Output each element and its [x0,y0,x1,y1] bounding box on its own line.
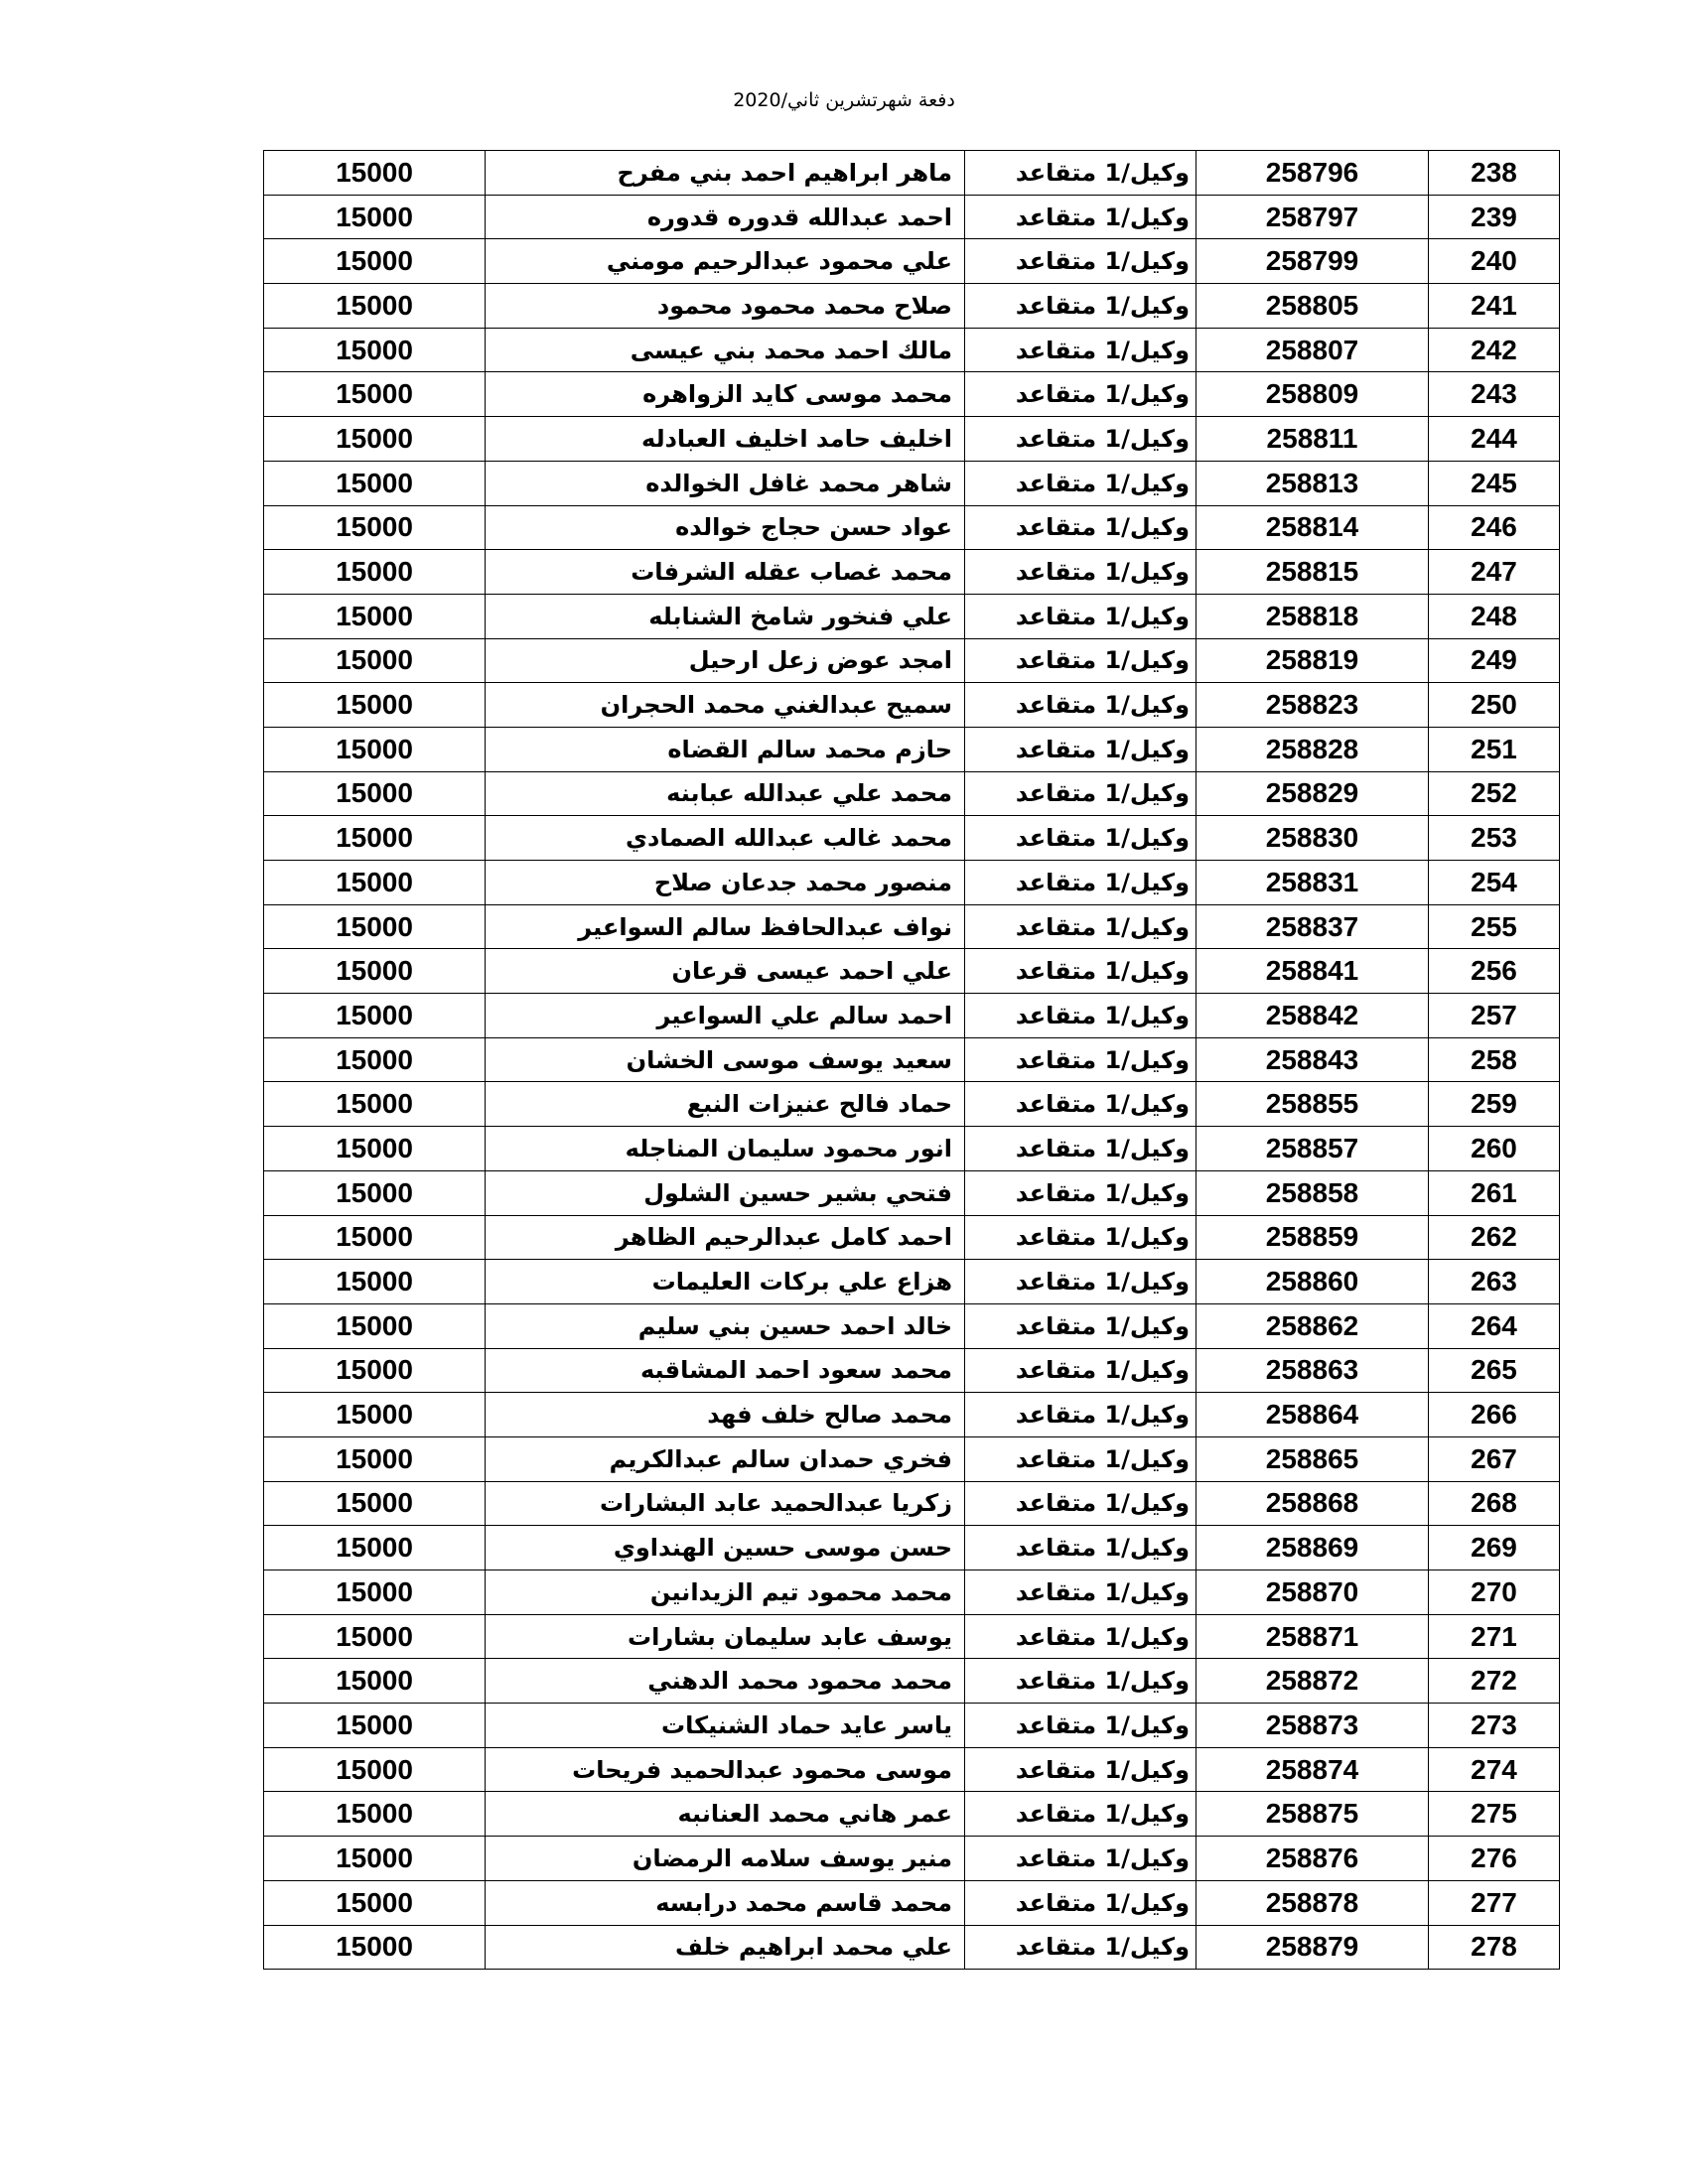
name-cell: محمد موسى كايد الزواهره [486,372,965,417]
table-row [264,1747,1560,1792]
id-cell: 258796 [1196,151,1429,196]
type-cell: وكيل/1 متقاعد [965,550,1196,595]
type-cell: وكيل/1 متقاعد [965,771,1196,816]
id-cell: 258809 [1196,372,1429,417]
id-cell: 258842 [1196,994,1429,1038]
table-row [264,904,1560,949]
table-row [264,151,1560,196]
id-cell: 258869 [1196,1526,1429,1570]
id-cell: 258879 [1196,1925,1429,1970]
amount-cell: 15000 [264,594,486,638]
amount-cell: 15000 [264,1792,486,1837]
id-cell: 258828 [1196,727,1429,771]
name-cell: اخليف حامد اخليف العبادله [486,417,965,462]
id-cell: 258818 [1196,594,1429,638]
amount-cell: 15000 [264,1526,486,1570]
seq-cell: 265 [1429,1348,1560,1393]
amount-cell: 15000 [264,1614,486,1659]
id-cell: 258807 [1196,328,1429,372]
id-cell: 258872 [1196,1659,1429,1704]
table-row [264,239,1560,284]
table-row [264,727,1560,771]
seq-cell: 249 [1429,638,1560,683]
type-cell: وكيل/1 متقاعد [965,284,1196,329]
table-row [264,328,1560,372]
id-cell: 258875 [1196,1792,1429,1837]
id-cell: 258863 [1196,1348,1429,1393]
table-row [264,1837,1560,1881]
type-cell: وكيل/1 متقاعد [965,1792,1196,1837]
seq-cell: 277 [1429,1880,1560,1925]
type-cell: وكيل/1 متقاعد [965,1837,1196,1881]
id-cell: 258858 [1196,1170,1429,1215]
name-cell: حازم محمد سالم القضاه [486,727,965,771]
table-row [264,861,1560,905]
id-cell: 258830 [1196,816,1429,861]
id-cell: 258857 [1196,1127,1429,1171]
type-cell: وكيل/1 متقاعد [965,683,1196,728]
amount-cell: 15000 [264,1348,486,1393]
id-cell: 258874 [1196,1747,1429,1792]
table-row [264,372,1560,417]
id-cell: 258876 [1196,1837,1429,1881]
name-cell: سعيد يوسف موسى الخشان [486,1037,965,1082]
name-cell: سميح عبدالغني محمد الحجران [486,683,965,728]
name-cell: احمد كامل عبدالرحيم الظاهر [486,1215,965,1260]
seq-cell: 251 [1429,727,1560,771]
type-cell: وكيل/1 متقاعد [965,195,1196,239]
type-cell: وكيل/1 متقاعد [965,1393,1196,1437]
amount-cell: 15000 [264,1925,486,1970]
type-cell: وكيل/1 متقاعد [965,1170,1196,1215]
id-cell: 258819 [1196,638,1429,683]
seq-cell: 246 [1429,505,1560,550]
seq-cell: 262 [1429,1215,1560,1260]
amount-cell: 15000 [264,1393,486,1437]
amount-cell: 15000 [264,1260,486,1304]
amount-cell: 15000 [264,328,486,372]
name-cell: محمد محمود محمد الدهني [486,1659,965,1704]
payment-table [263,150,1560,1970]
name-cell: موسى محمود عبدالحميد فريحات [486,1747,965,1792]
amount-cell: 15000 [264,1170,486,1215]
name-cell: هزاع علي بركات العليمات [486,1260,965,1304]
seq-cell: 263 [1429,1260,1560,1304]
seq-cell: 271 [1429,1614,1560,1659]
name-cell: منصور محمد جدعان صلاح [486,861,965,905]
type-cell: وكيل/1 متقاعد [965,1526,1196,1570]
name-cell: عمر هاني محمد العنانبه [486,1792,965,1837]
seq-cell: 245 [1429,461,1560,505]
table-row [264,1348,1560,1393]
table-row [264,1436,1560,1481]
name-cell: محمد صالح خلف فهد [486,1393,965,1437]
seq-cell: 275 [1429,1792,1560,1837]
table-row [264,284,1560,329]
amount-cell: 15000 [264,1880,486,1925]
table-row [264,1570,1560,1615]
table-row [264,1215,1560,1260]
id-cell: 258805 [1196,284,1429,329]
id-cell: 258865 [1196,1436,1429,1481]
amount-cell: 15000 [264,1215,486,1260]
id-cell: 258871 [1196,1614,1429,1659]
id-cell: 258843 [1196,1037,1429,1082]
id-cell: 258864 [1196,1393,1429,1437]
table-row [264,994,1560,1038]
type-cell: وكيل/1 متقاعد [965,328,1196,372]
table-row [264,771,1560,816]
name-cell: محمد علي عبدالله عبابنه [486,771,965,816]
name-cell: علي محمود عبدالرحيم مومني [486,239,965,284]
seq-cell: 243 [1429,372,1560,417]
id-cell: 258823 [1196,683,1429,728]
table-row [264,1082,1560,1127]
amount-cell: 15000 [264,771,486,816]
seq-cell: 269 [1429,1526,1560,1570]
table-row [264,1614,1560,1659]
id-cell: 258870 [1196,1570,1429,1615]
type-cell: وكيل/1 متقاعد [965,1436,1196,1481]
seq-cell: 238 [1429,151,1560,196]
table-row [264,1303,1560,1348]
table-row [264,550,1560,595]
seq-cell: 257 [1429,994,1560,1038]
seq-cell: 255 [1429,904,1560,949]
name-cell: ماهر ابراهيم احمد بني مفرح [486,151,965,196]
amount-cell: 15000 [264,1436,486,1481]
table-row [264,1925,1560,1970]
amount-cell: 15000 [264,461,486,505]
seq-cell: 248 [1429,594,1560,638]
seq-cell: 260 [1429,1127,1560,1171]
name-cell: زكريا عبدالحميد عابد البشارات [486,1481,965,1526]
seq-cell: 270 [1429,1570,1560,1615]
amount-cell: 15000 [264,372,486,417]
amount-cell: 15000 [264,1481,486,1526]
id-cell: 258868 [1196,1481,1429,1526]
type-cell: وكيل/1 متقاعد [965,1215,1196,1260]
amount-cell: 15000 [264,727,486,771]
table-row [264,1526,1560,1570]
seq-cell: 267 [1429,1436,1560,1481]
table-row [264,638,1560,683]
name-cell: مالك احمد محمد بني عيسى [486,328,965,372]
type-cell: وكيل/1 متقاعد [965,594,1196,638]
id-cell: 258841 [1196,949,1429,994]
name-cell: فخري حمدان سالم عبدالكريم [486,1436,965,1481]
name-cell: منير يوسف سلامه الرمضان [486,1837,965,1881]
id-cell: 258799 [1196,239,1429,284]
type-cell: وكيل/1 متقاعد [965,372,1196,417]
id-cell: 258837 [1196,904,1429,949]
seq-cell: 253 [1429,816,1560,861]
type-cell: وكيل/1 متقاعد [965,1260,1196,1304]
id-cell: 258829 [1196,771,1429,816]
type-cell: وكيل/1 متقاعد [965,151,1196,196]
amount-cell: 15000 [264,1570,486,1615]
id-cell: 258815 [1196,550,1429,595]
amount-cell: 15000 [264,638,486,683]
name-cell: محمد محمود تيم الزيدانين [486,1570,965,1615]
amount-cell: 15000 [264,151,486,196]
amount-cell: 15000 [264,417,486,462]
seq-cell: 242 [1429,328,1560,372]
seq-cell: 273 [1429,1704,1560,1748]
table-row [264,1260,1560,1304]
seq-cell: 266 [1429,1393,1560,1437]
seq-cell: 240 [1429,239,1560,284]
id-cell: 258797 [1196,195,1429,239]
table-row [264,1170,1560,1215]
name-cell: علي فنخور شامخ الشنابله [486,594,965,638]
seq-cell: 264 [1429,1303,1560,1348]
id-cell: 258813 [1196,461,1429,505]
table-row [264,949,1560,994]
seq-cell: 252 [1429,771,1560,816]
type-cell: وكيل/1 متقاعد [965,417,1196,462]
table-row [264,1880,1560,1925]
name-cell: امجد عوض زعل ارحيل [486,638,965,683]
name-cell: محمد غالب عبدالله الصمادي [486,816,965,861]
id-cell: 258873 [1196,1704,1429,1748]
table-row [264,417,1560,462]
seq-cell: 244 [1429,417,1560,462]
type-cell: وكيل/1 متقاعد [965,949,1196,994]
name-cell: انور محمود سليمان المناجله [486,1127,965,1171]
type-cell: وكيل/1 متقاعد [965,1303,1196,1348]
amount-cell: 15000 [264,1082,486,1127]
type-cell: وكيل/1 متقاعد [965,239,1196,284]
id-cell: 258878 [1196,1880,1429,1925]
name-cell: نواف عبدالحافظ سالم السواعير [486,904,965,949]
type-cell: وكيل/1 متقاعد [965,1704,1196,1748]
amount-cell: 15000 [264,1127,486,1171]
type-cell: وكيل/1 متقاعد [965,1037,1196,1082]
table-row [264,461,1560,505]
id-cell: 258814 [1196,505,1429,550]
amount-cell: 15000 [264,683,486,728]
name-cell: يوسف عابد سليمان بشارات [486,1614,965,1659]
type-cell: وكيل/1 متقاعد [965,1082,1196,1127]
table-row [264,505,1560,550]
seq-cell: 278 [1429,1925,1560,1970]
type-cell: وكيل/1 متقاعد [965,1925,1196,1970]
table-row [264,1659,1560,1704]
type-cell: وكيل/1 متقاعد [965,727,1196,771]
table-body [264,151,1560,1970]
name-cell: محمد سعود احمد المشاقبه [486,1348,965,1393]
type-cell: وكيل/1 متقاعد [965,816,1196,861]
table-row [264,1481,1560,1526]
name-cell: خالد احمد حسين بني سليم [486,1303,965,1348]
seq-cell: 250 [1429,683,1560,728]
table-row [264,1792,1560,1837]
id-cell: 258862 [1196,1303,1429,1348]
id-cell: 258811 [1196,417,1429,462]
name-cell: صلاح محمد محمود محمود [486,284,965,329]
name-cell: محمد غصاب عقله الشرفات [486,550,965,595]
amount-cell: 15000 [264,949,486,994]
type-cell: وكيل/1 متقاعد [965,505,1196,550]
type-cell: وكيل/1 متقاعد [965,1659,1196,1704]
seq-cell: 254 [1429,861,1560,905]
seq-cell: 268 [1429,1481,1560,1526]
amount-cell: 15000 [264,550,486,595]
amount-cell: 15000 [264,505,486,550]
table-row [264,195,1560,239]
amount-cell: 15000 [264,1303,486,1348]
name-cell: عواد حسن حجاج خوالده [486,505,965,550]
type-cell: وكيل/1 متقاعد [965,904,1196,949]
table-row [264,1037,1560,1082]
amount-cell: 15000 [264,1837,486,1881]
amount-cell: 15000 [264,195,486,239]
type-cell: وكيل/1 متقاعد [965,638,1196,683]
type-cell: وكيل/1 متقاعد [965,861,1196,905]
name-cell: حماد فالح عنيزات النبع [486,1082,965,1127]
amount-cell: 15000 [264,1704,486,1748]
table-row [264,594,1560,638]
amount-cell: 15000 [264,1659,486,1704]
type-cell: وكيل/1 متقاعد [965,1127,1196,1171]
seq-cell: 259 [1429,1082,1560,1127]
type-cell: وكيل/1 متقاعد [965,1481,1196,1526]
seq-cell: 276 [1429,1837,1560,1881]
name-cell: شاهر محمد غافل الخوالده [486,461,965,505]
amount-cell: 15000 [264,1037,486,1082]
type-cell: وكيل/1 متقاعد [965,1614,1196,1659]
seq-cell: 241 [1429,284,1560,329]
seq-cell: 261 [1429,1170,1560,1215]
amount-cell: 15000 [264,994,486,1038]
table-row [264,1127,1560,1171]
name-cell: ياسر عايد حماد الشنيكات [486,1704,965,1748]
amount-cell: 15000 [264,284,486,329]
seq-cell: 256 [1429,949,1560,994]
seq-cell: 239 [1429,195,1560,239]
name-cell: فتحي بشير حسين الشلول [486,1170,965,1215]
amount-cell: 15000 [264,904,486,949]
amount-cell: 15000 [264,239,486,284]
id-cell: 258860 [1196,1260,1429,1304]
page-title: دفعة شهرتشرين ثاني/2020 [733,89,955,111]
amount-cell: 15000 [264,861,486,905]
name-cell: حسن موسى حسين الهنداوي [486,1526,965,1570]
name-cell: علي احمد عيسى قرعان [486,949,965,994]
seq-cell: 247 [1429,550,1560,595]
table-row [264,816,1560,861]
type-cell: وكيل/1 متقاعد [965,994,1196,1038]
amount-cell: 15000 [264,1747,486,1792]
type-cell: وكيل/1 متقاعد [965,1747,1196,1792]
table-row [264,1704,1560,1748]
name-cell: علي محمد ابراهيم خلف [486,1925,965,1970]
name-cell: احمد عبدالله قدوره قدوره [486,195,965,239]
type-cell: وكيل/1 متقاعد [965,1880,1196,1925]
seq-cell: 272 [1429,1659,1560,1704]
name-cell: محمد قاسم محمد درابسه [486,1880,965,1925]
amount-cell: 15000 [264,816,486,861]
seq-cell: 258 [1429,1037,1560,1082]
id-cell: 258855 [1196,1082,1429,1127]
name-cell: احمد سالم علي السواعير [486,994,965,1038]
id-cell: 258859 [1196,1215,1429,1260]
type-cell: وكيل/1 متقاعد [965,1570,1196,1615]
type-cell: وكيل/1 متقاعد [965,461,1196,505]
seq-cell: 274 [1429,1747,1560,1792]
table-row [264,1393,1560,1437]
id-cell: 258831 [1196,861,1429,905]
type-cell: وكيل/1 متقاعد [965,1348,1196,1393]
table-row [264,683,1560,728]
